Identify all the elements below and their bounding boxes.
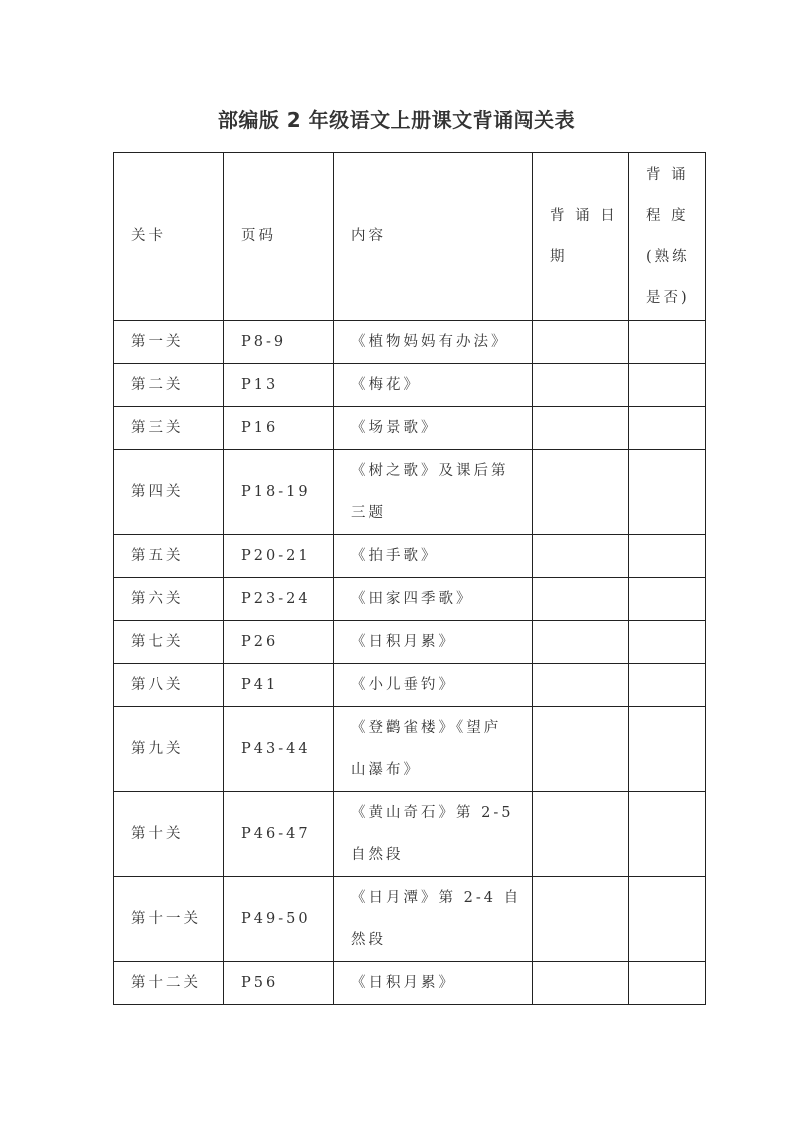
page-cell xyxy=(224,962,334,1005)
header-proficiency xyxy=(629,153,706,321)
content-cell-text: 《日积月累》 xyxy=(351,634,456,650)
proficiency-cell xyxy=(629,962,706,1005)
content-cell xyxy=(334,621,533,664)
level-cell xyxy=(114,578,224,621)
level-cell xyxy=(114,962,224,1005)
date-cell xyxy=(533,364,629,407)
header-proficiency-text: 背 诵 xyxy=(646,166,689,183)
date-cell xyxy=(533,877,629,962)
content-cell xyxy=(334,407,533,450)
content-cell-text: 《黄山奇石》第 2-5 xyxy=(351,805,514,821)
date-cell xyxy=(533,664,629,707)
date-cell xyxy=(533,321,629,364)
content-cell xyxy=(334,792,533,877)
page-cell-text: P49-50 xyxy=(241,911,311,927)
page-title: 部编版 2 年级语文上册课文背诵闯关表 xyxy=(217,108,576,132)
header-content xyxy=(334,153,533,321)
table-row xyxy=(114,877,706,962)
level-cell-text: 第八关 xyxy=(131,677,184,693)
header-level xyxy=(114,153,224,321)
page-cell xyxy=(224,664,334,707)
level-cell-text: 第六关 xyxy=(131,591,184,607)
date-cell xyxy=(533,535,629,578)
proficiency-cell xyxy=(629,792,706,877)
header-page xyxy=(224,153,334,321)
date-cell xyxy=(533,707,629,792)
level-cell-text: 第七关 xyxy=(131,634,184,650)
page-cell-text: P18-19 xyxy=(241,484,311,500)
table-row xyxy=(114,621,706,664)
level-cell xyxy=(114,621,224,664)
content-cell xyxy=(334,877,533,962)
page-cell-text: P41 xyxy=(241,677,279,693)
proficiency-cell xyxy=(629,450,706,535)
proficiency-cell xyxy=(629,535,706,578)
page-cell-text: P20-21 xyxy=(241,548,311,564)
level-cell-text: 第一关 xyxy=(131,334,184,350)
content-cell xyxy=(334,707,533,792)
level-cell-text: 第二关 xyxy=(131,377,184,393)
content-cell-text: 《田家四季歌》 xyxy=(351,591,474,607)
proficiency-cell xyxy=(629,364,706,407)
table-row xyxy=(114,407,706,450)
page-cell-text: P16 xyxy=(241,420,279,436)
content-cell-text: 《植物妈妈有办法》 xyxy=(351,334,509,350)
content-cell-text: 《小儿垂钓》 xyxy=(351,677,456,693)
level-cell xyxy=(114,664,224,707)
header-proficiency-text: 程 度 xyxy=(646,207,689,224)
recitation-table xyxy=(113,152,706,1005)
content-cell-text: 《拍手歌》 xyxy=(351,548,439,564)
level-cell xyxy=(114,877,224,962)
header-date xyxy=(533,153,629,321)
header-proficiency-text: (熟练 xyxy=(646,248,690,265)
page-cell xyxy=(224,535,334,578)
content-cell xyxy=(334,364,533,407)
content-cell-text: 山瀑布》 xyxy=(351,762,421,778)
level-cell xyxy=(114,707,224,792)
page-cell xyxy=(224,792,334,877)
table-row xyxy=(114,364,706,407)
level-cell xyxy=(114,535,224,578)
header-proficiency-text: 是否) xyxy=(646,289,690,306)
page-cell xyxy=(224,450,334,535)
proficiency-cell xyxy=(629,407,706,450)
content-cell-text: 《日月潭》第 2-4 自 xyxy=(351,890,522,906)
table-row xyxy=(114,707,706,792)
page-cell xyxy=(224,578,334,621)
content-cell-text: 《树之歌》及课后第 xyxy=(351,463,509,479)
date-cell xyxy=(533,621,629,664)
level-cell-text: 第十关 xyxy=(131,826,184,842)
header-page-text: 页码 xyxy=(241,228,276,244)
level-cell-text: 第三关 xyxy=(131,420,184,436)
page-cell xyxy=(224,621,334,664)
header-date-text: 背 诵 日 xyxy=(550,207,618,224)
page-cell-text: P43-44 xyxy=(241,741,311,757)
content-cell-text: 《日积月累》 xyxy=(351,975,456,991)
header-level-text: 关卡 xyxy=(131,228,166,244)
date-cell xyxy=(533,450,629,535)
level-cell-text: 第五关 xyxy=(131,548,184,564)
content-cell-text: 《场景歌》 xyxy=(351,420,439,436)
page-cell xyxy=(224,877,334,962)
level-cell xyxy=(114,364,224,407)
table-row xyxy=(114,578,706,621)
proficiency-cell xyxy=(629,664,706,707)
page-cell xyxy=(224,407,334,450)
content-cell-text: 三题 xyxy=(351,505,386,521)
table-row xyxy=(114,535,706,578)
date-cell xyxy=(533,578,629,621)
page-cell xyxy=(224,321,334,364)
header-date-text: 期 xyxy=(550,248,568,265)
content-cell-text: 《梅花》 xyxy=(351,377,421,393)
table-row xyxy=(114,664,706,707)
table-header-row xyxy=(114,153,706,321)
table-row xyxy=(114,792,706,877)
content-cell xyxy=(334,664,533,707)
page-cell xyxy=(224,364,334,407)
level-cell-text: 第九关 xyxy=(131,741,184,757)
proficiency-cell xyxy=(629,707,706,792)
content-cell xyxy=(334,962,533,1005)
level-cell-text: 第四关 xyxy=(131,484,184,500)
page-cell-text: P23-24 xyxy=(241,591,311,607)
level-cell xyxy=(114,450,224,535)
level-cell xyxy=(114,407,224,450)
page-cell-text: P13 xyxy=(241,377,279,393)
date-cell xyxy=(533,962,629,1005)
page-cell-text: P8-9 xyxy=(241,334,287,350)
proficiency-cell xyxy=(629,578,706,621)
page-cell-text: P26 xyxy=(241,634,279,650)
proficiency-cell xyxy=(629,621,706,664)
level-cell-text: 第十一关 xyxy=(131,911,201,927)
table-row xyxy=(114,450,706,535)
content-cell-text: 自然段 xyxy=(351,847,404,863)
table-row xyxy=(114,962,706,1005)
proficiency-cell xyxy=(629,321,706,364)
level-cell xyxy=(114,792,224,877)
page-cell-text: P46-47 xyxy=(241,826,311,842)
content-cell xyxy=(334,535,533,578)
proficiency-cell xyxy=(629,877,706,962)
page-cell xyxy=(224,707,334,792)
table-row xyxy=(114,321,706,364)
level-cell-text: 第十二关 xyxy=(131,975,201,991)
page-cell-text: P56 xyxy=(241,975,279,991)
content-cell-text: 《登鹳雀楼》《望庐 xyxy=(351,720,502,736)
content-cell-text: 然段 xyxy=(351,932,386,948)
date-cell xyxy=(533,407,629,450)
date-cell xyxy=(533,792,629,877)
content-cell xyxy=(334,578,533,621)
header-content-text: 内容 xyxy=(351,228,386,244)
level-cell xyxy=(114,321,224,364)
content-cell xyxy=(334,321,533,364)
content-cell xyxy=(334,450,533,535)
